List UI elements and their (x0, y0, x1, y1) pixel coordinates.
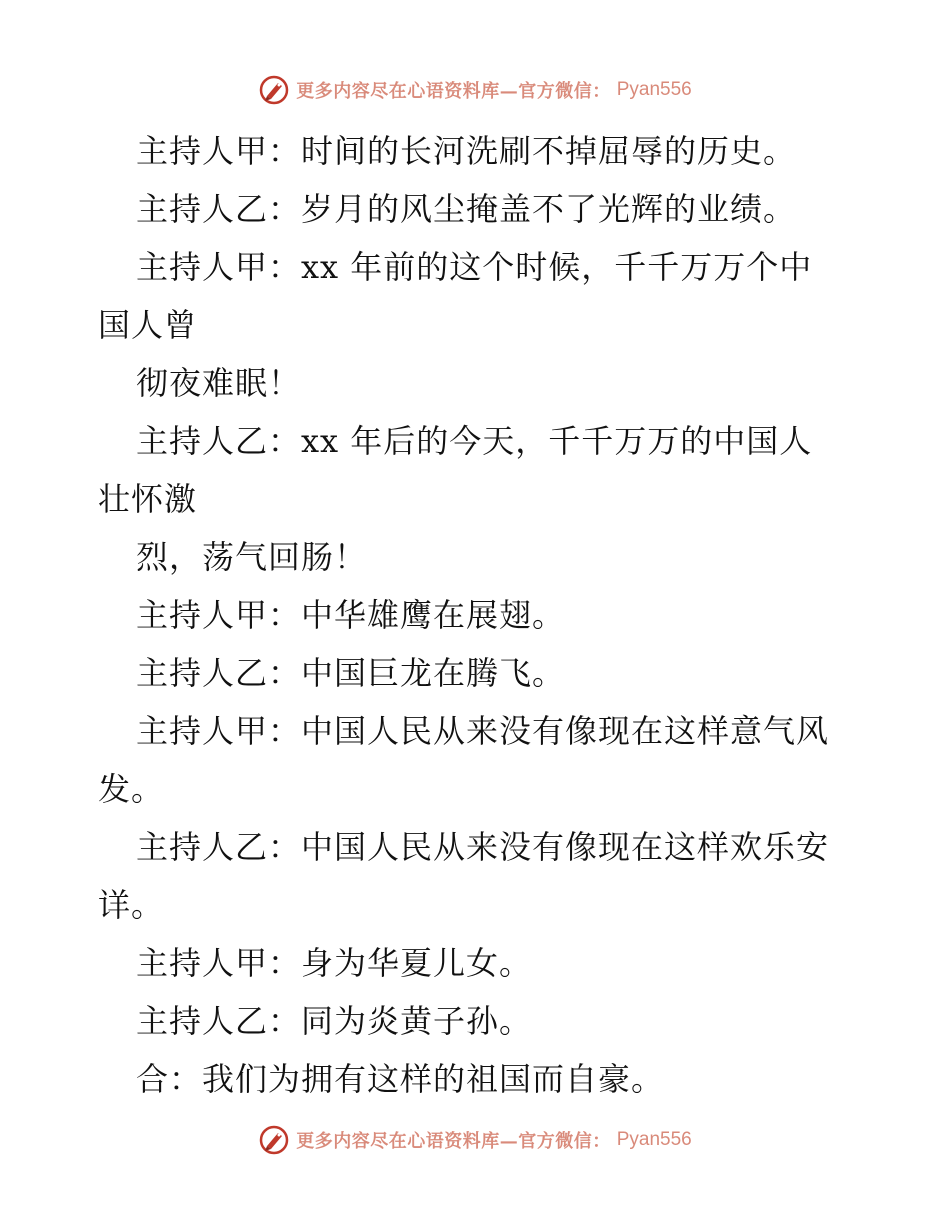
pen-logo-icon (258, 1124, 290, 1156)
dialogue-line: 主持人乙：xx 年后的今天，千千万万的中国人 (136, 422, 813, 460)
dialogue-line: 主持人甲：中华雄鹰在展翅。 (136, 596, 566, 634)
wechat-id: Pyan556 (616, 1129, 692, 1150)
dialogue-line: 主持人乙：岁月的风尘掩盖不了光辉的业绩。 (136, 190, 797, 228)
dialogue-line: 主持人乙：同为炎黄子孙。 (136, 1002, 533, 1040)
pen-logo-icon (258, 74, 290, 106)
dialogue-line: 国人曾 (98, 306, 198, 344)
document-body (98, 122, 858, 1108)
dialogue-line: 主持人乙：中国人民从来没有像现在这样欢乐安 (136, 828, 830, 866)
dialogue-line: 主持人乙：中国巨龙在腾飞。 (136, 654, 566, 692)
header-banner (0, 70, 950, 110)
dialogue-line: 烈，荡气回肠！ (136, 538, 368, 576)
dialogue-line: 合：我们为拥有这样的祖国而自豪。 (136, 1060, 665, 1098)
dialogue-line: 主持人甲：xx 年前的这个时候，千千万万个中 (136, 248, 813, 286)
dialogue-line: 主持人甲：时间的长河洗刷不掉屈辱的历史。 (136, 132, 797, 170)
footer-banner (0, 1120, 950, 1160)
dialogue-line: 发。 (98, 770, 165, 808)
dialogue-line: 壮怀激 (98, 480, 198, 518)
banner-text: 更多内容尽在心语资料库—官方微信： (296, 1131, 611, 1152)
dialogue-line: 详。 (98, 886, 165, 924)
banner-text: 更多内容尽在心语资料库—官方微信： (296, 81, 611, 102)
dialogue-line: 主持人甲：中国人民从来没有像现在这样意气风 (136, 712, 830, 750)
dialogue-line: 彻夜难眠！ (136, 364, 302, 402)
dialogue-line: 主持人甲：身为华夏儿女。 (136, 944, 533, 982)
wechat-id: Pyan556 (616, 79, 692, 100)
